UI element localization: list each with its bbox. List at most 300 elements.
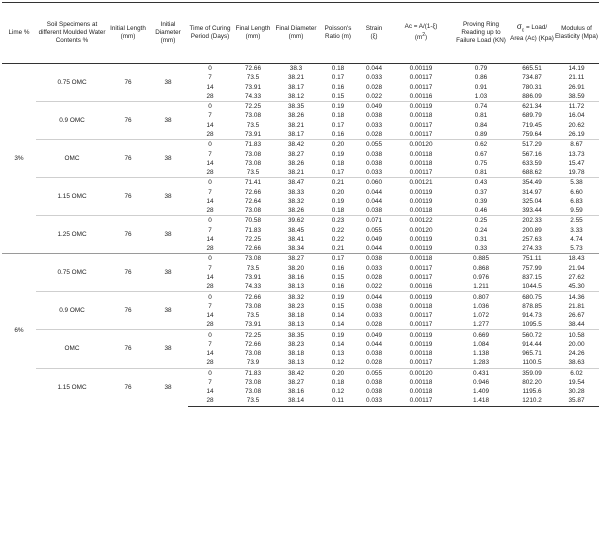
cell-stress: 200.89 xyxy=(522,226,542,234)
cell-soil-specimen: 1.15 OMC xyxy=(36,178,108,216)
header-ac-formula: Ac = A/(1-ξ) xyxy=(404,23,438,31)
cell-proving-ring: 1.138 xyxy=(473,350,489,358)
cell-strain: 0.038 xyxy=(366,302,382,310)
cell-modulus: 38.44 xyxy=(568,321,585,329)
cell-final-diameter: 38.17 xyxy=(288,130,304,138)
cell-stress: 202.33 xyxy=(510,216,554,226)
cell-final-length: 73.5 xyxy=(246,169,260,177)
cell-curing-days: 28 xyxy=(206,169,214,177)
cell-stress: 274.33 xyxy=(522,245,542,253)
cell-stress: 1095.5 xyxy=(522,321,542,329)
header-initial-diameter: Initial Diameter (mm) xyxy=(148,3,188,64)
cell-corrected-area: 0.00119 xyxy=(390,292,452,302)
cell-final-length: 74.33 xyxy=(245,92,261,100)
cell-proving-ring: 0.62 xyxy=(452,140,510,150)
cell-strain: 0.038 xyxy=(366,159,382,167)
cell-strain: 0.038 xyxy=(358,254,390,264)
cell-corrected-area: 0.00121 xyxy=(390,178,452,188)
cell-poisson-ratio: 0.20 xyxy=(331,188,345,196)
cell-stress: 688.62 xyxy=(522,169,542,177)
cell-corrected-area: 0.00117 xyxy=(390,396,452,406)
cell-corrected-area: 0.00116 xyxy=(409,92,433,100)
cell-poisson-ratio: 0.19 xyxy=(318,102,358,112)
cell-initial-length: 76 xyxy=(108,368,148,406)
cell-curing-days: 7 xyxy=(208,340,212,348)
cell-corrected-area: 0.00118 xyxy=(409,378,433,386)
cell-final-diameter: 38.23 xyxy=(288,340,304,348)
cell-final-length: 72.25 xyxy=(232,102,274,112)
cell-modulus: 26.67 xyxy=(568,312,585,320)
cell-final-diameter: 38.18 xyxy=(288,312,304,320)
cell-poisson-ratio: 0.14 xyxy=(331,321,345,329)
cell-modulus: 19.54 xyxy=(568,378,585,386)
cell-final-length: 73.08 xyxy=(245,112,261,120)
cell-curing-days: 0 xyxy=(188,330,232,340)
cell-final-length: 73.08 xyxy=(245,378,261,386)
cell-poisson-ratio: 0.18 xyxy=(331,112,345,120)
cell-final-length: 72.25 xyxy=(245,235,261,243)
header-strain-unit: (ξ) xyxy=(370,33,378,40)
cell-initial-length: 76 xyxy=(108,254,148,292)
table-body xyxy=(2,64,599,407)
cell-poisson-ratio: 0.19 xyxy=(318,292,358,302)
cell-final-length: 70.58 xyxy=(232,216,274,226)
cell-modulus: 6.02 xyxy=(554,368,599,378)
cell-corrected-area: 0.00118 xyxy=(409,112,433,120)
cell-final-diameter: 38.27 xyxy=(288,150,304,158)
cell-poisson-ratio: 0.19 xyxy=(331,150,345,158)
cell-final-diameter: 38.12 xyxy=(288,92,304,100)
cell-proving-ring: 1.409 xyxy=(473,388,489,396)
cell-final-diameter: 38.17 xyxy=(288,83,304,91)
cell-final-length: 72.25 xyxy=(232,330,274,340)
cell-corrected-area: 0.00120 xyxy=(390,140,452,150)
cell-curing-days: 0 xyxy=(188,178,232,188)
cell-strain: 0.049 xyxy=(366,235,382,243)
cell-strain: 0.033 xyxy=(366,264,382,272)
cell-poisson-ratio: 0.17 xyxy=(331,169,345,177)
cell-curing-days: 7 xyxy=(208,226,212,234)
header-final-length: Final Length (mm) xyxy=(232,3,274,64)
cell-strain: 0.044 xyxy=(366,188,382,196)
cell-poisson-ratio: 0.16 xyxy=(331,130,345,138)
cell-curing-days: 14 xyxy=(206,121,214,129)
cell-stress: 1044.5 xyxy=(522,283,542,291)
cell-modulus: 5.38 xyxy=(554,178,599,188)
table-row xyxy=(2,292,599,302)
cell-proving-ring: 0.86 xyxy=(474,74,488,82)
cell-modulus: 6.83 xyxy=(570,197,583,205)
cell-proving-ring: 0.807 xyxy=(452,292,510,302)
table-row xyxy=(2,140,599,150)
cell-poisson-ratio: 0.22 xyxy=(331,235,345,243)
cell-strain: 0.033 xyxy=(366,121,382,129)
cell-stress: 751.11 xyxy=(510,254,554,264)
cell-proving-ring: 0.79 xyxy=(452,64,510,74)
cell-curing-days: 7 xyxy=(208,302,212,310)
cell-final-diameter: 38.35 xyxy=(274,102,318,112)
cell-final-length: 73.5 xyxy=(246,264,260,272)
cell-curing-days: 7 xyxy=(208,74,212,82)
cell-corrected-area: 0.00118 xyxy=(409,350,433,358)
cell-strain: 0.049 xyxy=(358,330,390,340)
cell-proving-ring: 0.37 xyxy=(474,188,488,196)
cell-corrected-area: 0.00119 xyxy=(390,64,452,74)
cell-modulus: 45.30 xyxy=(568,283,585,291)
cell-final-length: 73.08 xyxy=(245,150,261,158)
cell-stress: 837.15 xyxy=(522,273,542,281)
cell-corrected-area: 0.00117 xyxy=(409,83,433,91)
cell-corrected-area: 0.00119 xyxy=(390,330,452,340)
cell-corrected-area: 0.00119 xyxy=(409,188,433,196)
cell-final-length: 73.5 xyxy=(246,312,260,320)
cell-corrected-area: 0.00117 xyxy=(409,312,433,320)
cell-strain: 0.038 xyxy=(366,350,382,358)
cell-strain: 0.044 xyxy=(366,245,382,253)
cell-modulus: 38.63 xyxy=(568,359,585,367)
cell-corrected-area: 0.00117 xyxy=(409,169,433,177)
cell-corrected-area: 0.00118 xyxy=(390,254,452,264)
cell-soil-specimen: 1.15 OMC xyxy=(36,368,108,406)
cell-final-diameter: 38.32 xyxy=(288,197,304,205)
cell-final-diameter: 38.32 xyxy=(274,292,318,302)
cell-stress: 560.72 xyxy=(510,330,554,340)
cell-modulus: 2.55 xyxy=(554,216,599,226)
cell-curing-days: 7 xyxy=(208,150,212,158)
cell-initial-diameter: 38 xyxy=(148,368,188,406)
cell-poisson-ratio: 0.21 xyxy=(318,178,358,188)
cell-modulus: 21.11 xyxy=(568,74,585,82)
cell-final-diameter: 38.16 xyxy=(288,273,304,281)
cell-final-length: 73.9 xyxy=(246,359,260,367)
cell-final-diameter: 38.27 xyxy=(274,254,318,264)
cell-proving-ring: 1.283 xyxy=(473,359,489,367)
cell-poisson-ratio: 0.19 xyxy=(331,197,345,205)
cell-final-diameter: 38.21 xyxy=(288,74,304,82)
cell-final-length: 73.08 xyxy=(245,388,261,396)
cell-final-diameter: 38.18 xyxy=(288,350,304,358)
cell-initial-diameter: 38 xyxy=(148,292,188,330)
cell-initial-length: 76 xyxy=(108,64,148,102)
cell-stress: 665.51 xyxy=(510,64,554,74)
cell-proving-ring: 0.39 xyxy=(474,197,488,205)
cell-proving-ring: 1.036 xyxy=(473,302,489,310)
header-lime: Lime % xyxy=(2,3,36,64)
cell-final-length: 71.83 xyxy=(232,368,274,378)
cell-poisson-ratio: 0.20 xyxy=(318,140,358,150)
header-stress xyxy=(510,3,554,64)
cell-stress: 1210.2 xyxy=(510,396,554,406)
header-poisson-ratio: Poisson's Ratio (m) xyxy=(318,3,358,64)
cell-proving-ring: 1.03 xyxy=(474,92,488,100)
header-strain xyxy=(358,3,390,64)
cell-final-length: 71.83 xyxy=(232,140,274,150)
cell-proving-ring: 0.43 xyxy=(452,178,510,188)
cell-curing-days: 0 xyxy=(188,216,232,226)
cell-corrected-area: 0.00119 xyxy=(409,197,433,205)
cell-soil-specimen: 1.25 OMC xyxy=(36,216,108,254)
cell-strain: 0.022 xyxy=(366,92,382,100)
cell-final-diameter: 38.14 xyxy=(274,396,318,406)
cell-stress: 780.31 xyxy=(522,83,542,91)
cell-proving-ring: 1.418 xyxy=(452,396,510,406)
cell-modulus: 21.81 xyxy=(568,302,585,310)
cell-corrected-area: 0.00118 xyxy=(409,159,433,167)
cell-curing-days: 28 xyxy=(206,359,214,367)
cell-stress: 354.49 xyxy=(510,178,554,188)
cell-strain: 0.028 xyxy=(366,83,382,91)
cell-final-length: 73.91 xyxy=(245,130,261,138)
cell-stress: 719.45 xyxy=(522,121,542,129)
cell-soil-specimen: 0.9 OMC xyxy=(36,102,108,140)
cell-stress: 914.44 xyxy=(522,340,542,348)
cell-modulus: 27.62 xyxy=(568,273,585,281)
cell-final-diameter: 38.13 xyxy=(288,359,304,367)
cell-corrected-area: 0.00117 xyxy=(409,273,433,281)
header-ac-unit-open: (m xyxy=(414,34,423,42)
cell-poisson-ratio: 0.11 xyxy=(318,396,358,406)
cell-modulus: 19.78 xyxy=(568,169,585,177)
cell-final-length: 73.5 xyxy=(232,396,274,406)
cell-stress: 633.59 xyxy=(522,159,542,167)
cell-poisson-ratio: 0.17 xyxy=(331,74,345,82)
cell-poisson-ratio: 0.13 xyxy=(331,350,345,358)
cell-final-diameter: 38.26 xyxy=(288,207,304,215)
cell-proving-ring: 0.24 xyxy=(474,226,488,234)
cell-stress: 257.63 xyxy=(522,235,542,243)
cell-corrected-area: 0.00119 xyxy=(409,235,433,243)
cell-poisson-ratio: 0.20 xyxy=(318,368,358,378)
cell-final-length: 73.08 xyxy=(245,302,261,310)
cell-modulus: 18.43 xyxy=(554,254,599,264)
cell-stress: 802.20 xyxy=(522,378,542,386)
cell-strain: 0.022 xyxy=(366,283,382,291)
table-row xyxy=(2,64,599,74)
cell-proving-ring: 0.31 xyxy=(474,235,488,243)
cell-stress: 314.97 xyxy=(522,188,542,196)
cell-final-diameter: 38.47 xyxy=(274,178,318,188)
table-row xyxy=(2,102,599,112)
cell-poisson-ratio: 0.15 xyxy=(331,302,345,310)
cell-final-diameter: 38.13 xyxy=(288,321,304,329)
cell-stress: 759.64 xyxy=(522,130,542,138)
cell-proving-ring: 0.84 xyxy=(474,121,488,129)
cell-curing-days: 14 xyxy=(206,388,214,396)
cell-initial-diameter: 38 xyxy=(148,140,188,178)
cell-final-length: 73.91 xyxy=(245,321,261,329)
cell-final-diameter: 38.35 xyxy=(274,330,318,340)
cell-final-diameter: 38.21 xyxy=(288,169,304,177)
cell-poisson-ratio: 0.12 xyxy=(331,359,345,367)
cell-poisson-ratio: 0.18 xyxy=(331,207,345,215)
cell-stress: 1195.6 xyxy=(522,388,542,396)
cell-curing-days: 7 xyxy=(208,112,212,120)
cell-proving-ring: 0.67 xyxy=(474,150,488,158)
cell-modulus: 16.04 xyxy=(568,112,585,120)
cell-final-length: 74.33 xyxy=(245,283,261,291)
cell-modulus: 4.74 xyxy=(570,235,583,243)
cell-final-length: 71.83 xyxy=(245,226,261,234)
cell-curing-days: 28 xyxy=(206,245,214,253)
cell-poisson-ratio: 0.17 xyxy=(331,121,345,129)
cell-strain: 0.044 xyxy=(358,292,390,302)
cell-stress: 567.16 xyxy=(522,150,542,158)
cell-initial-length: 76 xyxy=(108,178,148,216)
cell-modulus: 35.87 xyxy=(554,396,599,406)
header-curing-period: Time of Curing Period (Days) xyxy=(188,3,232,64)
cell-strain: 0.028 xyxy=(366,359,382,367)
cell-corrected-area: 0.00117 xyxy=(409,74,433,82)
cell-strain: 0.071 xyxy=(358,216,390,226)
cell-proving-ring: 1.277 xyxy=(473,321,489,329)
cell-strain: 0.038 xyxy=(366,378,382,386)
header-ac-unit-close: ) xyxy=(425,34,428,42)
cell-modulus: 3.33 xyxy=(570,226,583,234)
cell-final-diameter: 38.16 xyxy=(288,388,304,396)
cell-proving-ring: 0.89 xyxy=(474,130,488,138)
cell-poisson-ratio: 0.15 xyxy=(331,273,345,281)
cell-modulus: 15.47 xyxy=(568,159,585,167)
cell-soil-specimen: OMC xyxy=(36,330,108,368)
cell-final-diameter: 38.42 xyxy=(274,368,318,378)
cell-corrected-area: 0.00119 xyxy=(409,245,433,253)
cell-strain: 0.028 xyxy=(366,321,382,329)
cell-corrected-area: 0.00118 xyxy=(409,207,433,215)
cell-stress: 886.09 xyxy=(522,92,542,100)
cell-corrected-area: 0.00120 xyxy=(390,368,452,378)
cell-initial-diameter: 38 xyxy=(148,102,188,140)
cell-modulus: 14.19 xyxy=(554,64,599,74)
cell-curing-days: 28 xyxy=(206,321,214,329)
cell-final-diameter: 38.20 xyxy=(288,264,304,272)
cell-corrected-area: 0.00117 xyxy=(409,359,433,367)
cell-proving-ring: 0.33 xyxy=(474,245,488,253)
cell-final-diameter: 38.23 xyxy=(288,302,304,310)
cell-initial-diameter: 38 xyxy=(148,64,188,102)
cell-strain: 0.038 xyxy=(366,112,382,120)
results-table xyxy=(2,2,599,407)
cell-poisson-ratio: 0.16 xyxy=(331,83,345,91)
cell-final-length: 73.08 xyxy=(245,207,261,215)
cell-poisson-ratio: 0.21 xyxy=(331,245,345,253)
header-strain-label: Strain xyxy=(365,25,383,32)
cell-stress: 757.99 xyxy=(522,264,542,272)
cell-corrected-area: 0.00118 xyxy=(409,302,433,310)
cell-final-length: 73.91 xyxy=(245,273,261,281)
cell-proving-ring: 0.81 xyxy=(474,112,488,120)
cell-strain: 0.055 xyxy=(366,226,382,234)
cell-strain: 0.033 xyxy=(366,74,382,82)
cell-proving-ring: 0.81 xyxy=(474,169,488,177)
cell-proving-ring: 1.072 xyxy=(473,312,489,320)
header-row xyxy=(2,3,599,64)
cell-corrected-area: 0.00118 xyxy=(409,150,433,158)
cell-modulus: 26.19 xyxy=(568,130,585,138)
cell-stress: 914.73 xyxy=(522,312,542,320)
cell-curing-days: 0 xyxy=(188,102,232,112)
cell-curing-days: 0 xyxy=(188,292,232,302)
cell-initial-length: 76 xyxy=(108,216,148,254)
cell-strain: 0.044 xyxy=(358,64,390,74)
cell-strain: 0.033 xyxy=(358,396,390,406)
cell-soil-specimen: 0.9 OMC xyxy=(36,292,108,330)
cell-curing-days: 28 xyxy=(206,92,214,100)
cell-modulus: 9.59 xyxy=(570,207,583,215)
cell-modulus: 14.36 xyxy=(554,292,599,302)
cell-strain: 0.028 xyxy=(366,130,382,138)
cell-final-diameter: 38.26 xyxy=(288,159,304,167)
cell-modulus: 5.73 xyxy=(570,245,583,253)
cell-modulus: 11.72 xyxy=(554,102,599,112)
cell-final-length: 72.64 xyxy=(245,197,261,205)
cell-strain: 0.055 xyxy=(358,368,390,378)
cell-curing-days: 0 xyxy=(188,368,232,378)
cell-stress: 680.75 xyxy=(510,292,554,302)
header-sigma-rest: = Load/ Area (Ac) (Kpa) xyxy=(510,24,554,42)
cell-final-diameter: 38.3 xyxy=(274,64,318,74)
cell-final-diameter: 38.26 xyxy=(288,112,304,120)
cell-final-diameter: 38.27 xyxy=(288,378,304,386)
cell-final-length: 72.66 xyxy=(245,340,261,348)
cell-poisson-ratio: 0.14 xyxy=(331,312,345,320)
cell-poisson-ratio: 0.19 xyxy=(318,330,358,340)
cell-curing-days: 0 xyxy=(188,64,232,74)
cell-modulus: 21.94 xyxy=(568,264,585,272)
cell-final-length: 73.08 xyxy=(245,350,261,358)
cell-stress: 325.04 xyxy=(522,197,542,205)
cell-stress: 621.34 xyxy=(510,102,554,112)
cell-final-diameter: 38.34 xyxy=(288,245,304,253)
cell-stress: 965.71 xyxy=(522,350,542,358)
cell-curing-days: 14 xyxy=(206,312,214,320)
cell-corrected-area: 0.00117 xyxy=(409,264,433,272)
header-soil-specimens: Soil Specimens at different Moulded Water Contents % xyxy=(36,3,108,64)
cell-poisson-ratio: 0.15 xyxy=(331,92,345,100)
cell-proving-ring: 1.211 xyxy=(473,283,489,291)
table-row xyxy=(2,368,599,378)
cell-modulus: 6.60 xyxy=(570,188,583,196)
cell-initial-diameter: 38 xyxy=(148,330,188,368)
cell-stress: 517.29 xyxy=(510,140,554,150)
cell-modulus: 20.00 xyxy=(568,340,585,348)
cell-poisson-ratio: 0.12 xyxy=(331,388,345,396)
cell-curing-days: 14 xyxy=(206,350,214,358)
cell-stress: 689.79 xyxy=(522,112,542,120)
cell-corrected-area: 0.00116 xyxy=(409,283,433,291)
cell-final-diameter: 38.42 xyxy=(274,140,318,150)
cell-strain: 0.038 xyxy=(366,207,382,215)
cell-proving-ring: 0.946 xyxy=(473,378,489,386)
cell-final-diameter: 39.62 xyxy=(274,216,318,226)
cell-lime: 6% xyxy=(2,254,36,406)
header-modulus: Modulus of Elasticity (Mpa) xyxy=(554,3,599,64)
cell-poisson-ratio: 0.23 xyxy=(318,216,358,226)
cell-strain: 0.033 xyxy=(366,312,382,320)
cell-stress: 1100.5 xyxy=(522,359,542,367)
cell-final-diameter: 38.41 xyxy=(288,235,304,243)
cell-proving-ring: 0.46 xyxy=(474,207,488,215)
cell-proving-ring: 0.669 xyxy=(452,330,510,340)
cell-corrected-area: 0.00120 xyxy=(409,226,433,234)
cell-proving-ring: 0.74 xyxy=(452,102,510,112)
cell-modulus: 38.59 xyxy=(568,92,585,100)
cell-poisson-ratio: 0.17 xyxy=(318,254,358,264)
header-sigma-symbol: σ xyxy=(516,22,522,32)
cell-modulus: 20.62 xyxy=(568,121,585,129)
header-final-diameter: Final Diameter (mm) xyxy=(274,3,318,64)
cell-modulus: 24.26 xyxy=(568,350,585,358)
cell-corrected-area: 0.00122 xyxy=(390,216,452,226)
